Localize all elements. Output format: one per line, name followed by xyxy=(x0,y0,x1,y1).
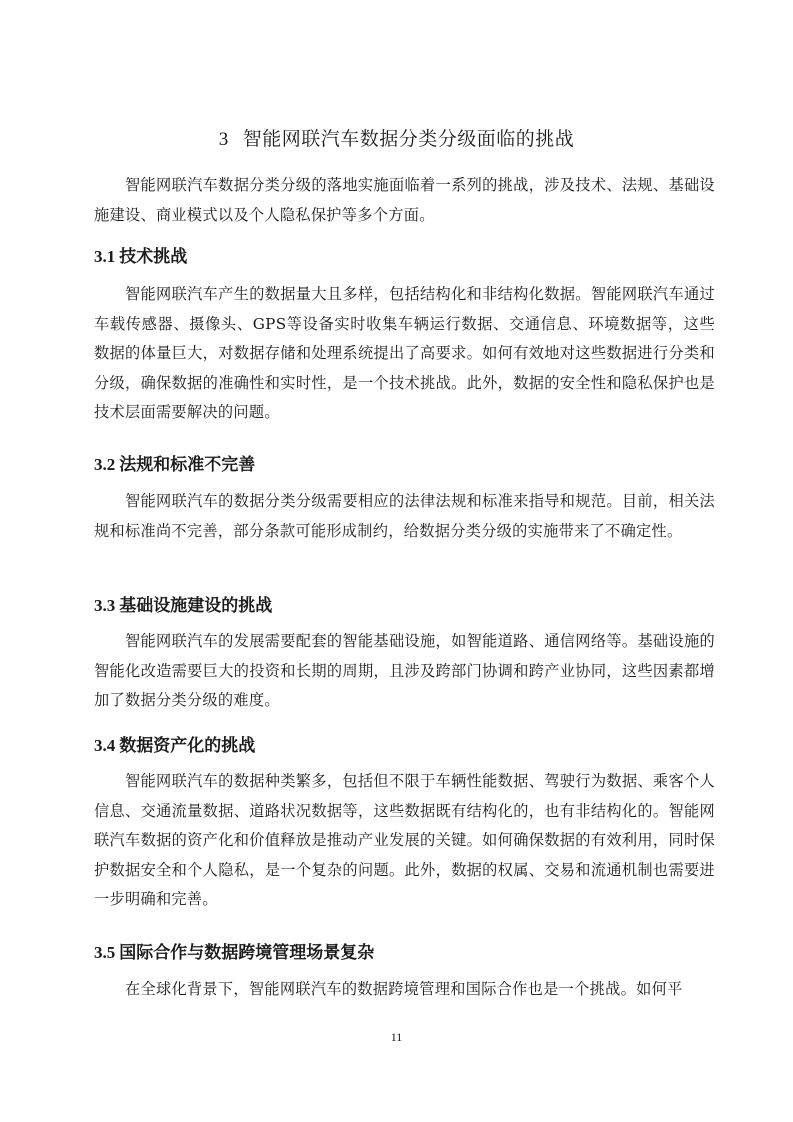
section-title: 技术挑战 xyxy=(119,247,188,267)
section-number: 3.2 xyxy=(94,455,116,474)
section-number: 3.1 xyxy=(94,247,116,266)
section-3-2-paragraph: 智能网联汽车的数据分类分级需要相应的法律法规和标准来指导和规范。目前，相关法规和标准尚不完善，部分条款可能形成制约，给数据分类分级的实施带来了不确定性。 xyxy=(94,492,715,540)
section-3-1-paragraph: 智能网联汽车产生的数据量大且多样，包括结构化和非结构化数据。智能网联汽车通过车载传感器、摄像头、GPS等设备实时收集车辆运行数据、交通信息、环境数据等，这些数据的体量巨大，对数据存储和处理系统提出了高要求。如何有效地对这些数据进行分类和分级，确保数据的准确性和实时性，是一个技术挑战。此外，数据的安全性和隐私保护也是技术层面需要解决的问题。 xyxy=(94,285,715,422)
intro-paragraph: 智能网联汽车数据分类分级的落地实施面临着一系列的挑战，涉及技术、法规、基础设施建设、商业模式以及个人隐私保护等多个方面。 xyxy=(94,176,715,224)
section-title: 法规和标准不完善 xyxy=(119,455,256,475)
section-title: 国际合作与数据跨境管理场景复杂 xyxy=(119,943,375,963)
section-title: 基础设施建设的挑战 xyxy=(119,596,273,616)
section-3-5-paragraph: 在全球化背景下，智能网联汽车的数据跨境管理和国际合作也是一个挑战。如何平 xyxy=(125,980,683,998)
chapter-title xyxy=(0,124,793,151)
chapter-title-text: 智能网联汽车数据分类分级面临的挑战 xyxy=(242,128,575,150)
page-number: 11 xyxy=(390,1030,403,1044)
section-title: 数据资产化的挑战 xyxy=(119,736,256,756)
section-heading-3-4 xyxy=(94,731,255,756)
section-heading-3-2 xyxy=(94,450,255,475)
section-heading-3-3 xyxy=(94,591,272,616)
section-number: 3.3 xyxy=(94,596,116,615)
section-number: 3.4 xyxy=(94,736,116,755)
section-heading-3-1 xyxy=(94,242,187,267)
section-number: 3.5 xyxy=(94,943,116,962)
section-3-3-paragraph: 智能网联汽车的发展需要配套的智能基础设施，如智能道路、通信网络等。基础设施的智能化改造需要巨大的投资和长期的周期，且涉及跨部门协调和跨产业协同，这些因素都增加了数据分类分级的难度。 xyxy=(94,632,715,710)
section-heading-3-5 xyxy=(94,938,374,963)
chapter-number: 3 xyxy=(218,129,229,150)
section-3-4-paragraph: 智能网联汽车的数据种类繁多，包括但不限于车辆性能数据、驾驶行为数据、乘客个人信息、交通流量数据、道路状况数据等，这些数据既有结构化的，也有非结构化的。智能网联汽车数据的资产化和价值释放是推动产业发展的关键。如何确保数据的有效利用，同时保护数据安全和个人隐私，是一个复杂的问题。此外，数据的权属、交易和流通机制也需要进一步明确和完善。 xyxy=(94,772,715,909)
